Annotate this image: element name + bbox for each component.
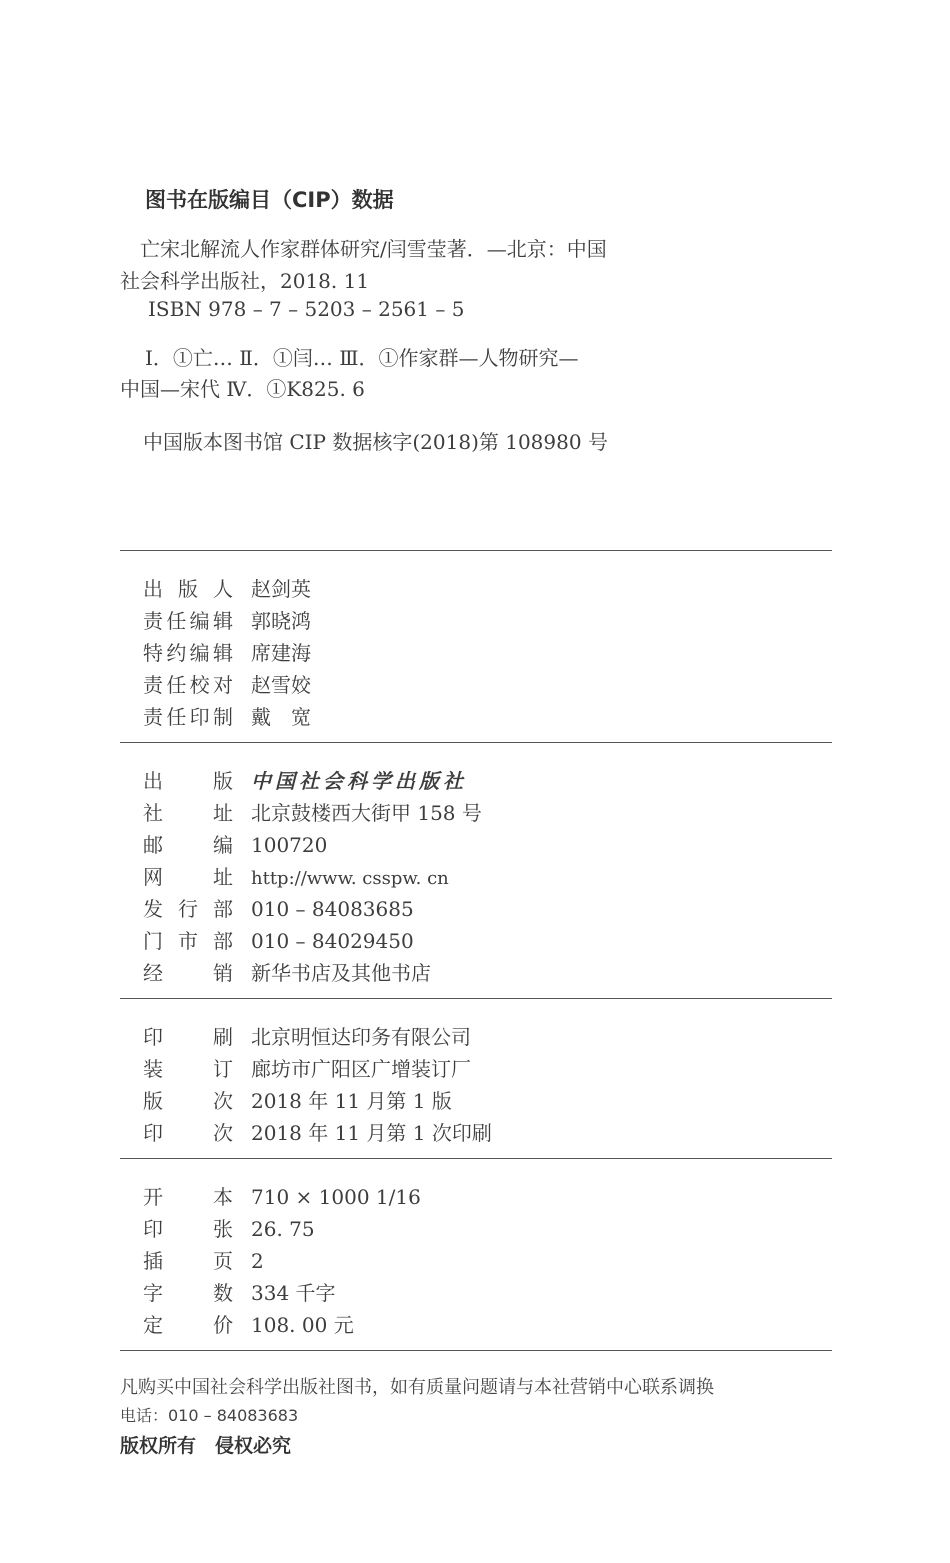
- cip-heading: 图书在版编目（CIP）数据: [145, 188, 394, 212]
- specs-row-wordcount: [143, 1277, 336, 1306]
- row-label: 发行部: [143, 897, 233, 921]
- publisher-row-distribution: [143, 893, 414, 922]
- staff-row-print-supervisor: [143, 701, 311, 730]
- row-value: 戴 宽: [251, 705, 311, 729]
- row-value: 108. 00 元: [251, 1313, 354, 1337]
- row-label: 门市部: [143, 929, 233, 953]
- row-label: 印次: [143, 1121, 233, 1145]
- row-label: 经销: [143, 961, 233, 985]
- row-label: 责任印制: [143, 705, 233, 729]
- divider-rule: [120, 550, 832, 551]
- row-value: 北京鼓楼西大街甲 158 号: [251, 801, 482, 825]
- row-value: 010 – 84083685: [251, 897, 414, 921]
- divider-rule: [120, 742, 832, 743]
- row-label: 网址: [143, 865, 233, 889]
- specs-row-format: [143, 1181, 421, 1210]
- row-value: 席建海: [251, 641, 311, 665]
- cip-line-classification-cont: 中国—宋代 Ⅳ．①K825. 6: [120, 377, 365, 401]
- publisher-row-publisher: [143, 765, 467, 794]
- row-label: 印刷: [143, 1025, 233, 1049]
- row-label: 印张: [143, 1217, 233, 1241]
- row-value: http://www. csspw. cn: [251, 868, 449, 889]
- staff-row-publisher-person: [143, 573, 311, 602]
- specs-row-inserts: [143, 1245, 264, 1274]
- row-label: 字数: [143, 1281, 233, 1305]
- row-label: 插页: [143, 1249, 233, 1273]
- row-value: 010 – 84029450: [251, 929, 414, 953]
- row-value: 北京明恒达印务有限公司: [251, 1025, 471, 1049]
- row-value: 廊坊市广阳区广增装订厂: [251, 1057, 471, 1081]
- staff-row-editor: [143, 605, 311, 634]
- row-value: 2018 年 11 月第 1 版: [251, 1089, 452, 1113]
- printing-row-printer: [143, 1021, 471, 1050]
- cip-line-isbn: ISBN 978 – 7 – 5203 – 2561 – 5: [148, 297, 465, 321]
- cip-line-publisher: 社会科学出版社，2018. 11: [120, 269, 370, 293]
- quality-notice: 凡购买中国社会科学出版社图书，如有质量问题请与本社营销中心联系调换: [120, 1377, 714, 1398]
- row-label: 出版: [143, 769, 233, 793]
- row-value: 新华书店及其他书店: [251, 961, 431, 985]
- publisher-logotype: 中国社会科学出版社: [251, 769, 467, 793]
- cip-line-classification: Ⅰ．①亡… Ⅱ．①闫… Ⅲ．①作家群—人物研究—: [145, 346, 579, 370]
- copyright-notice: 版权所有 侵权必究: [120, 1435, 292, 1457]
- publisher-row-retail: [143, 925, 414, 954]
- row-value: 26. 75: [251, 1217, 315, 1241]
- row-label: 特约编辑: [143, 641, 233, 665]
- row-label: 责任校对: [143, 673, 233, 697]
- row-value: 2018 年 11 月第 1 次印刷: [251, 1121, 492, 1145]
- row-label: 邮编: [143, 833, 233, 857]
- staff-row-special-editor: [143, 637, 311, 666]
- printing-row-edition: [143, 1085, 452, 1114]
- divider-rule: [120, 1158, 832, 1159]
- printing-row-impression: [143, 1117, 492, 1146]
- phone-line: 电话：010 – 84083683: [120, 1406, 299, 1425]
- row-label: 责任编辑: [143, 609, 233, 633]
- row-label: 定价: [143, 1313, 233, 1337]
- row-label: 开本: [143, 1185, 233, 1209]
- divider-rule: [120, 1350, 832, 1351]
- divider-rule: [120, 998, 832, 999]
- publisher-row-website: [143, 861, 449, 890]
- row-value: 2: [251, 1249, 264, 1273]
- row-value: 710 × 1000 1/16: [251, 1185, 421, 1209]
- cip-line-record-number: 中国版本图书馆 CIP 数据核字(2018)第 108980 号: [143, 430, 608, 454]
- row-value: 赵雪姣: [251, 673, 311, 697]
- specs-row-price: [143, 1309, 354, 1338]
- row-value: 赵剑英: [251, 577, 311, 601]
- row-value: 100720: [251, 833, 328, 857]
- row-value: 郭晓鸿: [251, 609, 311, 633]
- row-label: 出版人: [143, 577, 233, 601]
- publisher-row-seller: [143, 957, 431, 986]
- cip-line-title: 亡宋北解流人作家群体研究/闫雪莹著．—北京：中国: [140, 237, 607, 261]
- specs-row-sheets: [143, 1213, 315, 1242]
- staff-row-proofreader: [143, 669, 311, 698]
- publisher-row-address: [143, 797, 482, 826]
- row-label: 装订: [143, 1057, 233, 1081]
- printing-row-binder: [143, 1053, 471, 1082]
- row-label: 社址: [143, 801, 233, 825]
- row-label: 版次: [143, 1089, 233, 1113]
- publisher-row-postcode: [143, 829, 327, 858]
- row-value: 334 千字: [251, 1281, 336, 1305]
